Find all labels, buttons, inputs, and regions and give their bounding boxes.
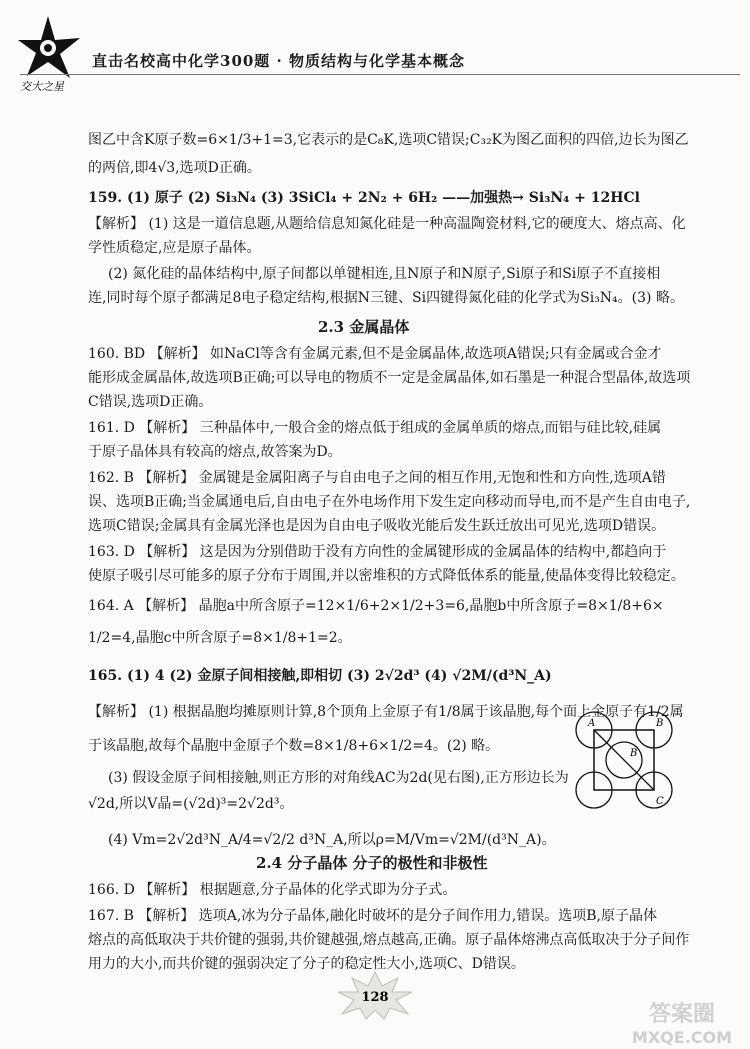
- page-number-star: [320, 970, 430, 1020]
- section-title-2-4: 2.4 分子晶体 分子的极性和非极性: [256, 854, 488, 872]
- header-divider: [20, 74, 740, 75]
- star-logo-icon: [18, 12, 88, 92]
- svg-text:128: 128: [361, 990, 389, 1005]
- answer-165: 165. (1) 4 (2) 金原子间相接触,即相切 (3) 2√2d³ (4) √2M/(d³N_A): [88, 668, 552, 684]
- section-title-2-3: 2.3 金属晶体: [318, 318, 410, 336]
- text-line: 于原子晶体具有较高的熔点,故答案为D。: [88, 444, 342, 460]
- text-line: 使原子吸引尽可能多的原子分布于周围,并以密堆积的方式降低体系的能量,使晶体变得比较稳定。: [88, 568, 685, 584]
- answer-163: 163. D 【解析】 这是因为分别借助于没有方向性的金属键形成的金属晶体的结构中,都趋向于: [88, 544, 667, 560]
- text-line: 的两倍,即4√3,选项D正确。: [88, 160, 261, 176]
- text-line: 1/2=4,晶胞c中所含原子=8×1/8+1=2。: [88, 630, 352, 646]
- text-line: 【解析】 (1) 这是一道信息题,从题给信息知氮化硅是一种高温陶瓷材料,它的硬度大、熔点高、化: [88, 216, 686, 232]
- text-line: (2) 氮化硅的晶体结构中,原子间都以单键相连,且N原子和N原子,Si原子和Si原子不直接相: [108, 266, 661, 282]
- svg-text:A: A: [588, 718, 596, 729]
- svg-text:B: B: [630, 748, 638, 759]
- text-line: 连,同时每个原子都满足8电子稳定结构,根据N三键、Si四键得氮化硅的化学式为Si₃N₄。(3) 略。: [88, 290, 684, 306]
- text-line: 误、选项B正确;当金属通电后,自由电子在外电场作用下发生定向移动而导电,而不是产生自由电子,: [88, 494, 691, 510]
- text-line: 学性质稳定,应是原子晶体。: [88, 240, 261, 256]
- svg-text:MXQE.COM: MXQE.COM: [631, 1028, 733, 1047]
- text-line: 于该晶胞,故每个晶胞中金原子个数=8×1/8+6×1/2=4。(2) 略。: [88, 738, 500, 754]
- answer-164: 164. A 【解析】 晶胞a中所含原子=12×1/6+2×1/2+3=6,晶胞b中所含原子=8×1/8+6×: [88, 598, 664, 614]
- text-line: 熔点的高低取决于共价键的强弱,共价键越强,熔点越高,正确。原子晶体熔沸点高低取决于分子间作: [88, 932, 690, 948]
- text-line: 用力的大小,而共价键的强弱决定了分子的稳定性大小,选项C、D错误。: [88, 956, 525, 972]
- answer-162: 162. B 【解析】 金属键是金属阳离子与自由电子之间的相互作用,无饱和性和方向性,选项A错: [88, 470, 666, 486]
- text-line: C错误,选项D正确。: [88, 394, 213, 410]
- page-header: [0, 0, 750, 100]
- text-line: (4) Vm=2√2d³N_A/4=√2/2 d³N_A,所以ρ=M/Vm=√2M/(d³N_A)。: [108, 832, 556, 848]
- svg-text:答案圈: 答案圈: [648, 1002, 716, 1027]
- answer-160: 160. BD 【解析】 如NaCl等含有金属元素,但不是金属晶体,故选项A错误;只有金属或合金才: [88, 346, 662, 362]
- answer-159: 159. (1) 原子 (2) Si₃N₄ (3) 3SiCl₄ + 2N₂ + 6H₂ ——加强热→ Si₃N₄ + 12HCl: [88, 190, 640, 206]
- text-line: 图乙中含K原子数=6×1/3+1=3,它表示的是C₈K,选项C错误;C₃₂K为图乙面积的四倍,边长为图乙: [88, 132, 689, 148]
- svg-text:B: B: [656, 718, 664, 729]
- text-line: (3) 假设金原子间相接触,则正方形的对角线AC为2d(见右图),正方形边长为: [108, 770, 569, 786]
- answer-166: 166. D 【解析】 根据题意,分子晶体的化学式即为分子式。: [88, 882, 457, 898]
- svg-text:C: C: [656, 796, 664, 807]
- series-title: 直击名校高中化学300题 · 物质结构与化学基本概念: [92, 52, 465, 70]
- text-line: 【解析】 (1) 根据晶胞均摊原则计算,8个顶角上金原子有1/8属于该晶胞,每个面上金原子有1/2属: [88, 704, 684, 720]
- watermark: [612, 995, 750, 1049]
- gold-cell-diagram: [574, 710, 674, 810]
- answer-161: 161. D 【解析】 三种晶体中,一般合金的熔点低于组成的金属单质的熔点,而铝与硅比较,硅属: [88, 420, 662, 436]
- answer-167: 167. B 【解析】 选项A,冰为分子晶体,融化时破坏的是分子间作用力,错误。选项B,原子晶体: [88, 908, 658, 924]
- text-line: 能形成金属晶体,故选项B正确;可以导电的物质不一定是金属晶体,如石墨是一种混合型晶体,故选项: [88, 370, 691, 386]
- text-line: √2d,所以V晶=(√2d)³=2√2d³。: [88, 796, 294, 812]
- svg-text:交大之星: 交大之星: [20, 80, 64, 92]
- text-line: 选项C错误;金属具有金属光泽也是因为自由电子吸收光能后发生跃迁放出可见光,选项D错误。: [88, 518, 666, 534]
